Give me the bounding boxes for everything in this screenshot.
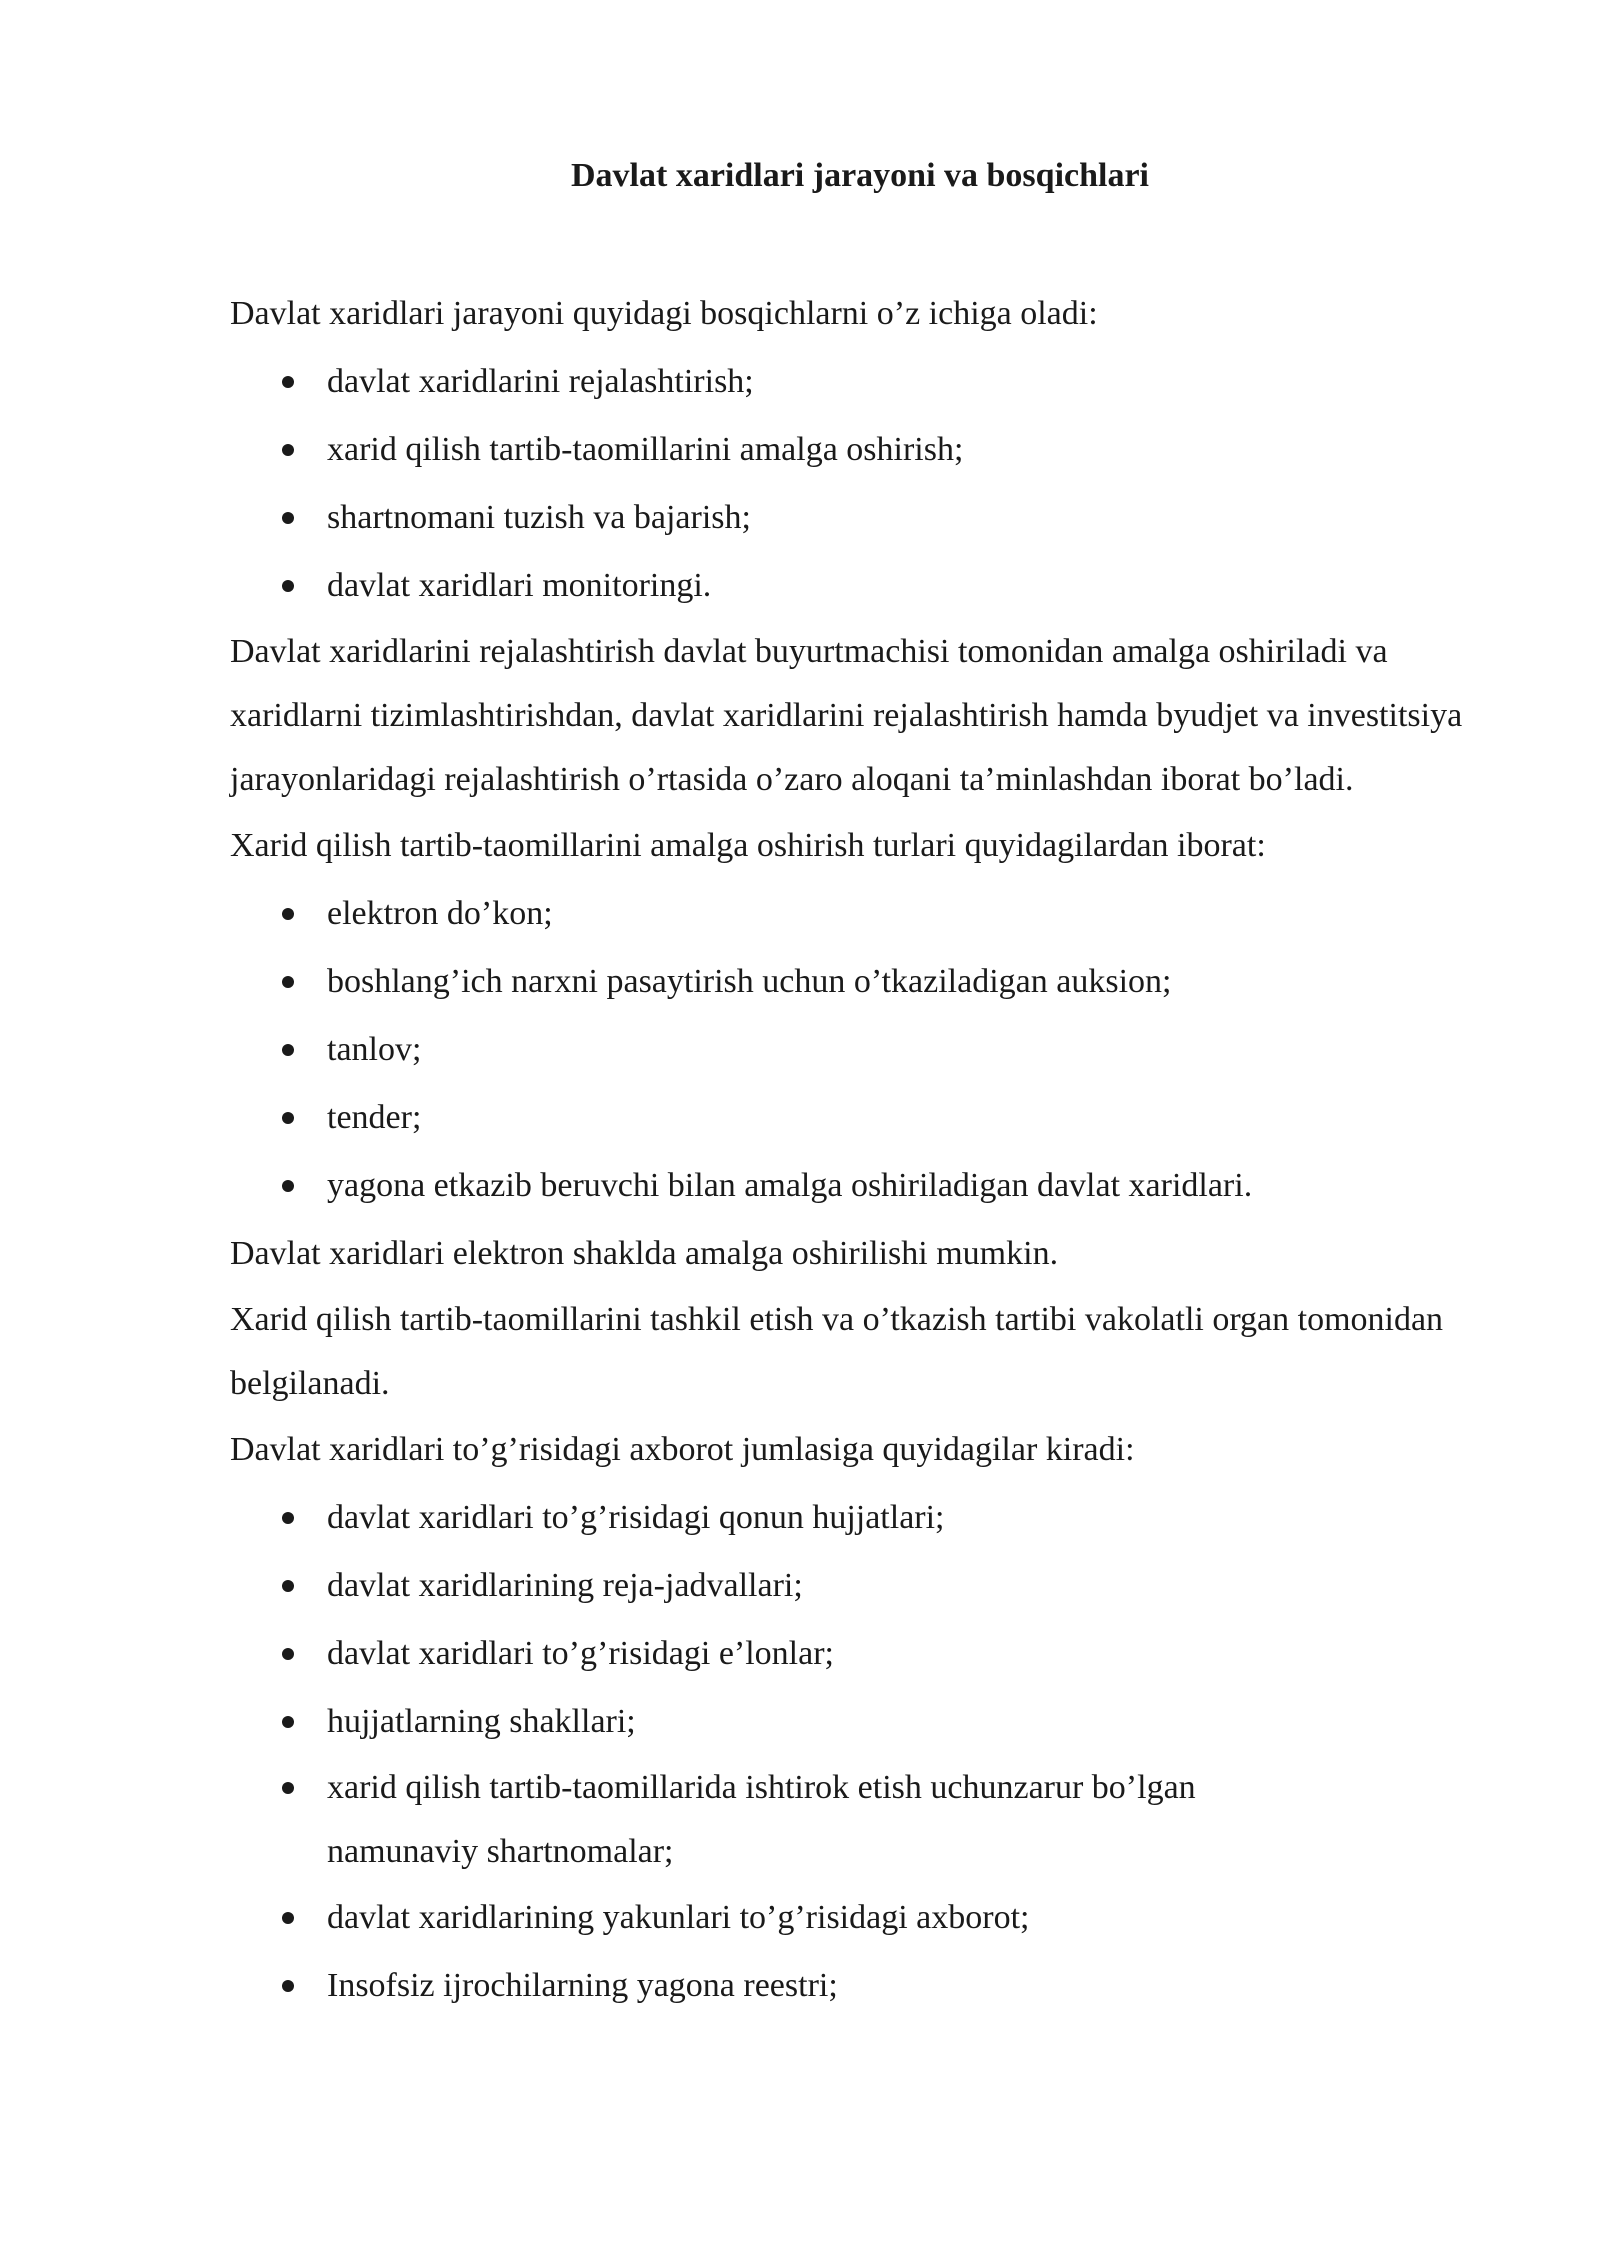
list-item: hujjatlarning shakllari; [230, 1688, 1480, 1756]
electronic-paragraph: Davlat xaridlari elektron shaklda amalga oshirilishi mumkin. [230, 1235, 1059, 1272]
list-item: davlat xaridlarining yakunlari to’g’risidagi axborot; [230, 1884, 1480, 1952]
information-intro: Davlat xaridlari to’g’risidagi axborot jumlasiga quyidagilar kiradi: [230, 1431, 1135, 1468]
list-item: davlat xaridlari to’g’risidagi e’lonlar; [230, 1620, 1480, 1688]
list-item: davlat xaridlari to’g’risidagi qonun hujjatlari; [230, 1484, 1480, 1552]
list-item: shartnomani tuzish va bajarish; [230, 484, 1480, 552]
list-item: xarid qilish tartib-taomillarida ishtirok etish uchunzarur bo’lgan namunaviy shartnomalar; [230, 1756, 1480, 1884]
document-title: Davlat xaridlari jarayoni va bosqichlari [571, 157, 1149, 194]
procedures-list [230, 880, 1480, 1220]
planning-paragraph: Davlat xaridlarini rejalashtirish davlat buyurtmachisi tomonidan amalga oshiriladi va xaridlarni tizimlashtirishdan, davlat xaridlarini rejalashtirish hamda byudjet va investitsiya jarayonlaridagi rejalashtirish o’rtasida o’zaro aloqani ta’minlashdan iborat bo’ladi. [230, 633, 1463, 798]
list-item: davlat xaridlarini rejalashtirish; [230, 348, 1480, 416]
information-list [230, 1484, 1480, 2020]
list-item: tanlov; [230, 1016, 1480, 1084]
list-item: boshlang’ich narxni pasaytirish uchun o’tkaziladigan auksion; [230, 948, 1480, 1016]
authority-paragraph: Xarid qilish tartib-taomillarini tashkil etish va o’tkazish tartibi vakolatli organ tomonidan belgilanadi. [230, 1301, 1444, 1402]
list-item: xarid qilish tartib-taomillarini amalga oshirish; [230, 416, 1480, 484]
stages-list [230, 348, 1480, 620]
list-item: yagona etkazib beruvchi bilan amalga oshiriladigan davlat xaridlari. [230, 1152, 1480, 1220]
list-item: davlat xaridlarining reja-jadvallari; [230, 1552, 1480, 1620]
list-item: tender; [230, 1084, 1480, 1152]
procedures-intro: Xarid qilish tartib-taomillarini amalga oshirish turlari quyidagilardan iborat: [230, 827, 1266, 864]
document-body [230, 280, 1480, 2020]
list-item: davlat xaridlari monitoringi. [230, 552, 1480, 620]
intro-paragraph: Davlat xaridlari jarayoni quyidagi bosqichlarni o’z ichiga oladi: [230, 295, 1098, 332]
list-item: elektron do’kon; [230, 880, 1480, 948]
list-item: Insofsiz ijrochilarning yagona reestri; [230, 1952, 1480, 2020]
